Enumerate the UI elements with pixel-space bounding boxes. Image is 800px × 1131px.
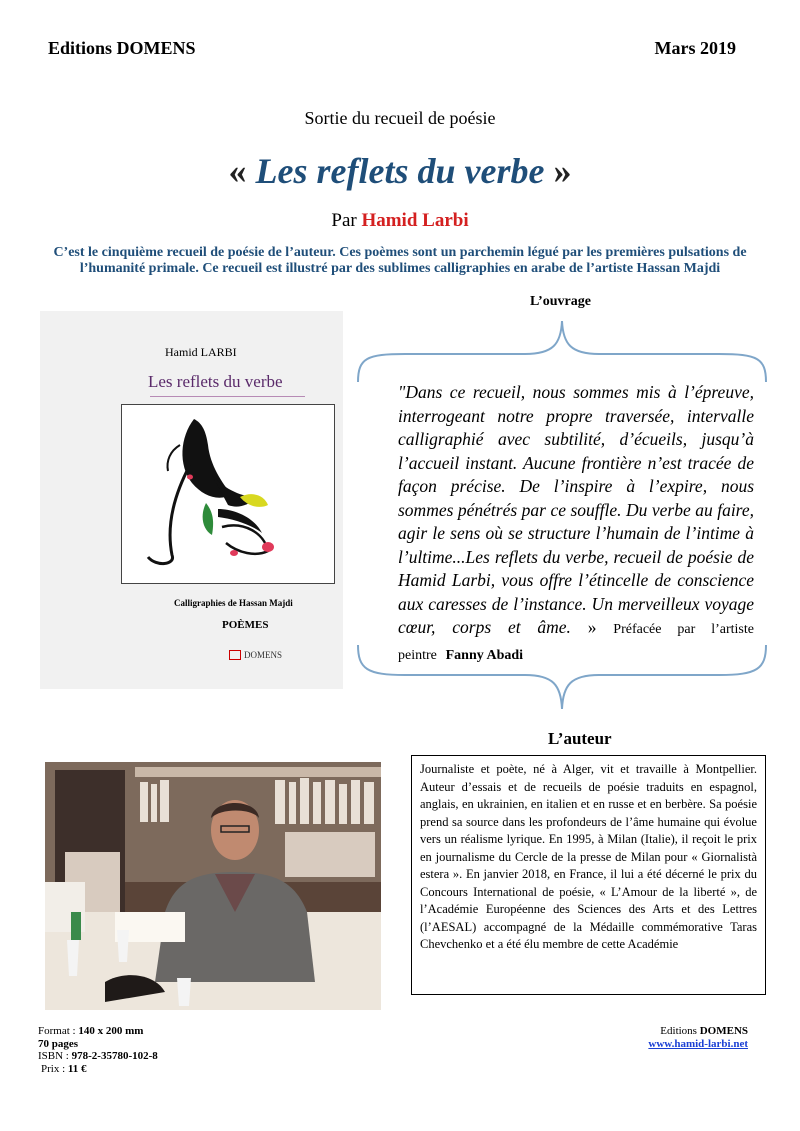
spec-format xyxy=(38,1025,158,1038)
spec-price-value: 11 € xyxy=(67,1062,87,1075)
brace-top-decoration xyxy=(355,318,769,384)
book-specs xyxy=(38,1025,158,1075)
footer-publisher-prefix: Editions xyxy=(660,1025,700,1037)
cover-publisher-name: DOMENS xyxy=(244,650,283,660)
calligraphy-illustration xyxy=(122,405,332,581)
author-photo xyxy=(45,762,381,1010)
spec-isbn xyxy=(38,1050,158,1063)
byline-author: Hamid Larbi xyxy=(361,210,469,231)
kicker-text: Sortie du recueil de poésie xyxy=(304,108,496,128)
spec-format-label: Format : xyxy=(38,1025,79,1037)
header-date: Mars 2019 xyxy=(654,38,736,58)
quote-text: "Dans ce recueil, nous sommes mis à l’épreuve, interrogeant notre propre traversée, intervalle calligraphié avec subtilité, d’écueils, jusqu’à l’accueil instant. Aucune frontière n’est tracée de façon précise. De l’inspire à l’expire, nous sommes pénétrés par ce souffle. Du verbe au faire, agir le sens où se structure l’humain de l’intime à l’ultime...Les reflets du verbe, recueil de poésie de Hamid Larbi, vous offre l’étincelle de conscience aux caresses de l’instance. Un merveilleux voyage cœur, corps et âme. xyxy=(398,382,754,637)
byline xyxy=(0,210,800,232)
cover-author: Hamid LARBI xyxy=(165,345,237,359)
section-label-ouvrage: L’ouvrage xyxy=(530,294,591,309)
spec-pages-value: 70 pages xyxy=(38,1037,79,1050)
title-text: Les reflets du verbe xyxy=(255,151,545,191)
spec-pages xyxy=(38,1038,158,1051)
title-open-quote: « xyxy=(228,151,256,191)
cover-calligraphy-frame xyxy=(121,404,335,584)
quote-close-mark: » xyxy=(570,617,614,637)
spec-isbn-value: 978-2-35780-102-8 xyxy=(71,1050,158,1062)
website-link[interactable]: www.hamid-larbi.net xyxy=(648,1038,748,1050)
cover-genre: POÈMES xyxy=(222,619,269,631)
author-bio-box xyxy=(411,755,766,995)
footer-publisher xyxy=(648,1025,748,1051)
author-bio: Journaliste et poète, né à Alger, vit et travaille à Montpellier. Auteur d’essais et de recueils de poésie traduits en espagnol, anglais, en ukrainien, en italien et en russe et en berbère. Sa poésie prend sa source dans les profondeurs de l’âme humaine qui évolue vers un réalisme lyrique. En 1995, à Milan (Italie), il reçoit le prix en journalisme du Cercle de la presse de Milan pour « Giornalistà estera ». En janvier 2018, en France, il lui a été décerné le prix du Concours International de poésie, « L’Amour de la liberté », de l’Académie Européenne des Sciences des Arts et des Lettres (l’AESAL) accompagné de la Médaille commémorative Taras Chevchenko et a été élu membre de cette Académie xyxy=(420,762,757,951)
spec-price xyxy=(38,1063,158,1076)
intro-paragraph: C’est le cinquième recueil de poésie de l’auteur. Ces poèmes sont un parchemin légué par les premières pulsations de l’humanité primale. Ce recueil est illustré par des sublimes calligraphies en arabe de l’artiste Hassan Majdi xyxy=(53,245,747,276)
spec-format-value: 140 x 200 mm xyxy=(78,1025,144,1037)
section-label-auteur: L’auteur xyxy=(548,729,612,748)
page-title xyxy=(0,150,800,192)
footer-publisher-brand: DOMENS xyxy=(699,1025,748,1037)
footer-publisher-name xyxy=(648,1025,748,1038)
cover-title: Les reflets du verbe xyxy=(148,372,283,391)
byline-prefix: Par xyxy=(331,210,362,231)
cover-publisher xyxy=(229,650,282,660)
title-close-quote: » xyxy=(544,151,572,191)
header-publisher: Editions DOMENS xyxy=(48,38,196,58)
spec-price-label: Prix : xyxy=(41,1062,68,1075)
preface-label: Préfacée par l’artiste peintre xyxy=(398,622,754,663)
cover-calligraphy-credit: Calligraphies de Hassan Majdi xyxy=(174,598,293,608)
preface-quote xyxy=(398,381,754,667)
cover-divider xyxy=(150,396,305,397)
publisher-logo-icon xyxy=(229,650,241,660)
preface-painter: Fanny Abadi xyxy=(445,647,524,663)
spec-isbn-label: ISBN : xyxy=(38,1050,72,1062)
